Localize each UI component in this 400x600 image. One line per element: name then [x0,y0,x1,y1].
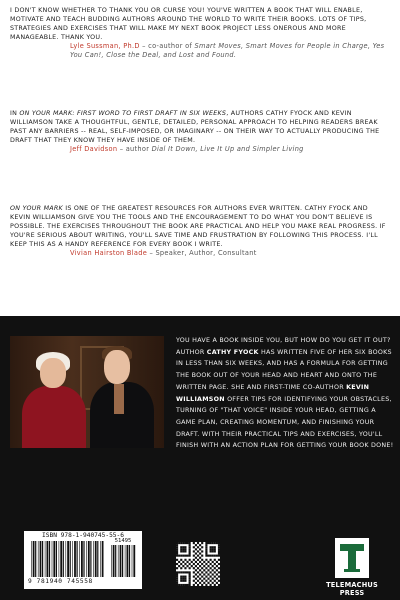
endorsement-2 [10,109,390,154]
endorsement-3-book-title: ON YOUR MARK [10,205,63,212]
telemachus-press-logo-icon [335,538,369,578]
endorsement-3-author: Vivian Hairston Blade [70,249,148,258]
description-part-2: HAS WRITTEN FIVE OF HER SIX BOOKS IN LESS THAN SIX WEEKS, AND HAS A FORMULA FOR GETTING THE BOOK OUT OF YOUR HEAD AND HEART AND ONTO THE WRITTEN PAGE. SHE AND FIRST-TIME CO-AUTHOR [176,348,392,391]
barcode-bars [30,541,104,577]
authors-photo [10,336,164,448]
author-name-2: KEVIN WILLIAMSON [176,383,370,403]
endorsement-3-text-post: IS ONE OF THE GREATEST RESOURCES FOR AUTHORS EVER WRITTEN. CATHY FYOCK AND KEVIN WILLIAMSON GIVE YOU THE TOOLS AND THE ENCOURAGEMENT TO DO WHAT YOU DON'T BELIEVE IS POSSIBLE. THE EXERCISES THROUGHOUT THE BOOK ARE PRACTICAL AND HELP YOU MAKE REAL PROGRESS. IF YOU'RE SERIOUS ABOUT WRITING, YOU'LL SAVE TIME AND FRUSTRATION BY FOLLOWING THIS PROCESS. I'LL KEEP THIS AS A HANDY REFERENCE FOR EVERY BOOK I WRITE. [10,205,386,249]
endorsement-1-attribution [10,42,390,60]
book-description [176,335,394,452]
publisher-name: TELEMACHUS PRESS [326,581,378,597]
endorsement-3-text [10,204,390,249]
endorsement-2-text [10,109,390,145]
endorsement-3-attribution [10,249,390,258]
endorsement-1-credit: – co-author of [139,42,195,51]
endorsement-1-titles: Smart Moves, Smart Moves for People in Charge, Yes You Can!, Close the Deal, and Lost and Found. [70,42,385,60]
isbn-barcode [24,531,142,589]
endorsement-3 [10,204,390,259]
ean-digits: 9 781940 745558 [28,578,93,585]
telemachus-press-logo [318,538,386,597]
endorsement-2-text-post: , AUTHORS CATHY FYOCK AND KEVIN WILLIAMSON TAKE A THOUGHTFUL, GENTLE, DETAILED, PERSONAL APPROACH TO HELPING READERS BREAK PAST ANY BARRIERS -- REAL, SELF-IMPOSED, OR IMAGINARY -- ON THEIR WAY TO ACTUALLY PRODUCING THE DRAFT THAT THEY KNOW THEY HAVE INSIDE OF THEM. [10,110,380,145]
endorsement-2-attribution [10,145,390,154]
description-part-1: YOU HAVE A BOOK INSIDE YOU, BUT HOW DO YOU GET IT OUT? AUTHOR [176,337,391,356]
endorsement-1-author: Lyle Sussman, Ph.D [70,42,140,51]
endorsement-2-book-title: ON YOUR MARK: FIRST WORD TO FIRST DRAFT IN SIX WEEKS [19,110,227,117]
endorsement-2-author: Jeff Davidson [70,145,118,154]
endorsement-3-credit: – Speaker, Author, Consultant [147,249,257,258]
barcode-addon-bars [110,545,136,577]
isbn-text: ISBN 978-1-940745-55-6 [42,532,124,539]
price-code: 51495 [114,538,132,544]
author-name-1: CATHY FYOCK [206,348,259,356]
endorsement-2-text-pre: IN [10,110,20,117]
qr-code-icon [176,542,220,586]
description-part-3: OFFER TIPS FOR IDENTIFYING YOUR OBSTACLES, TURNING OF "THAT VOICE" INSIDE YOUR HEAD, GETTING A GAME PLAN, CREATING MOMENTUM, AND FINISHING YOUR DRAFT. WITH THEIR PRACTICAL TIPS AND EXERCISES, YOU'LL FINISH WITH AN ACTION PLAN FOR GETTING YOUR BOOK DONE! [176,395,394,450]
endorsement-1 [10,6,390,61]
endorsement-1-text: I DON'T KNOW WHETHER TO THANK YOU OR CURSE YOU! YOU'VE WRITTEN A BOOK THAT WILL ENABLE, MOTIVATE AND TEACH BUDDING AUTHORS AROUND THE WORLD TO WRITE THEIR BOOKS. LOTS OF TIPS, STRATEGIES AND EXERCISES THAT WILL MAKE MY NEXT BOOK PROJECT LESS ONEROUS AND MORE MANAGEABLE. THANK YOU. [10,7,367,42]
endorsement-2-titles: Dial It Down, Live It Up and Simpler Living [151,145,304,154]
endorsement-2-credit: – author [117,145,152,154]
